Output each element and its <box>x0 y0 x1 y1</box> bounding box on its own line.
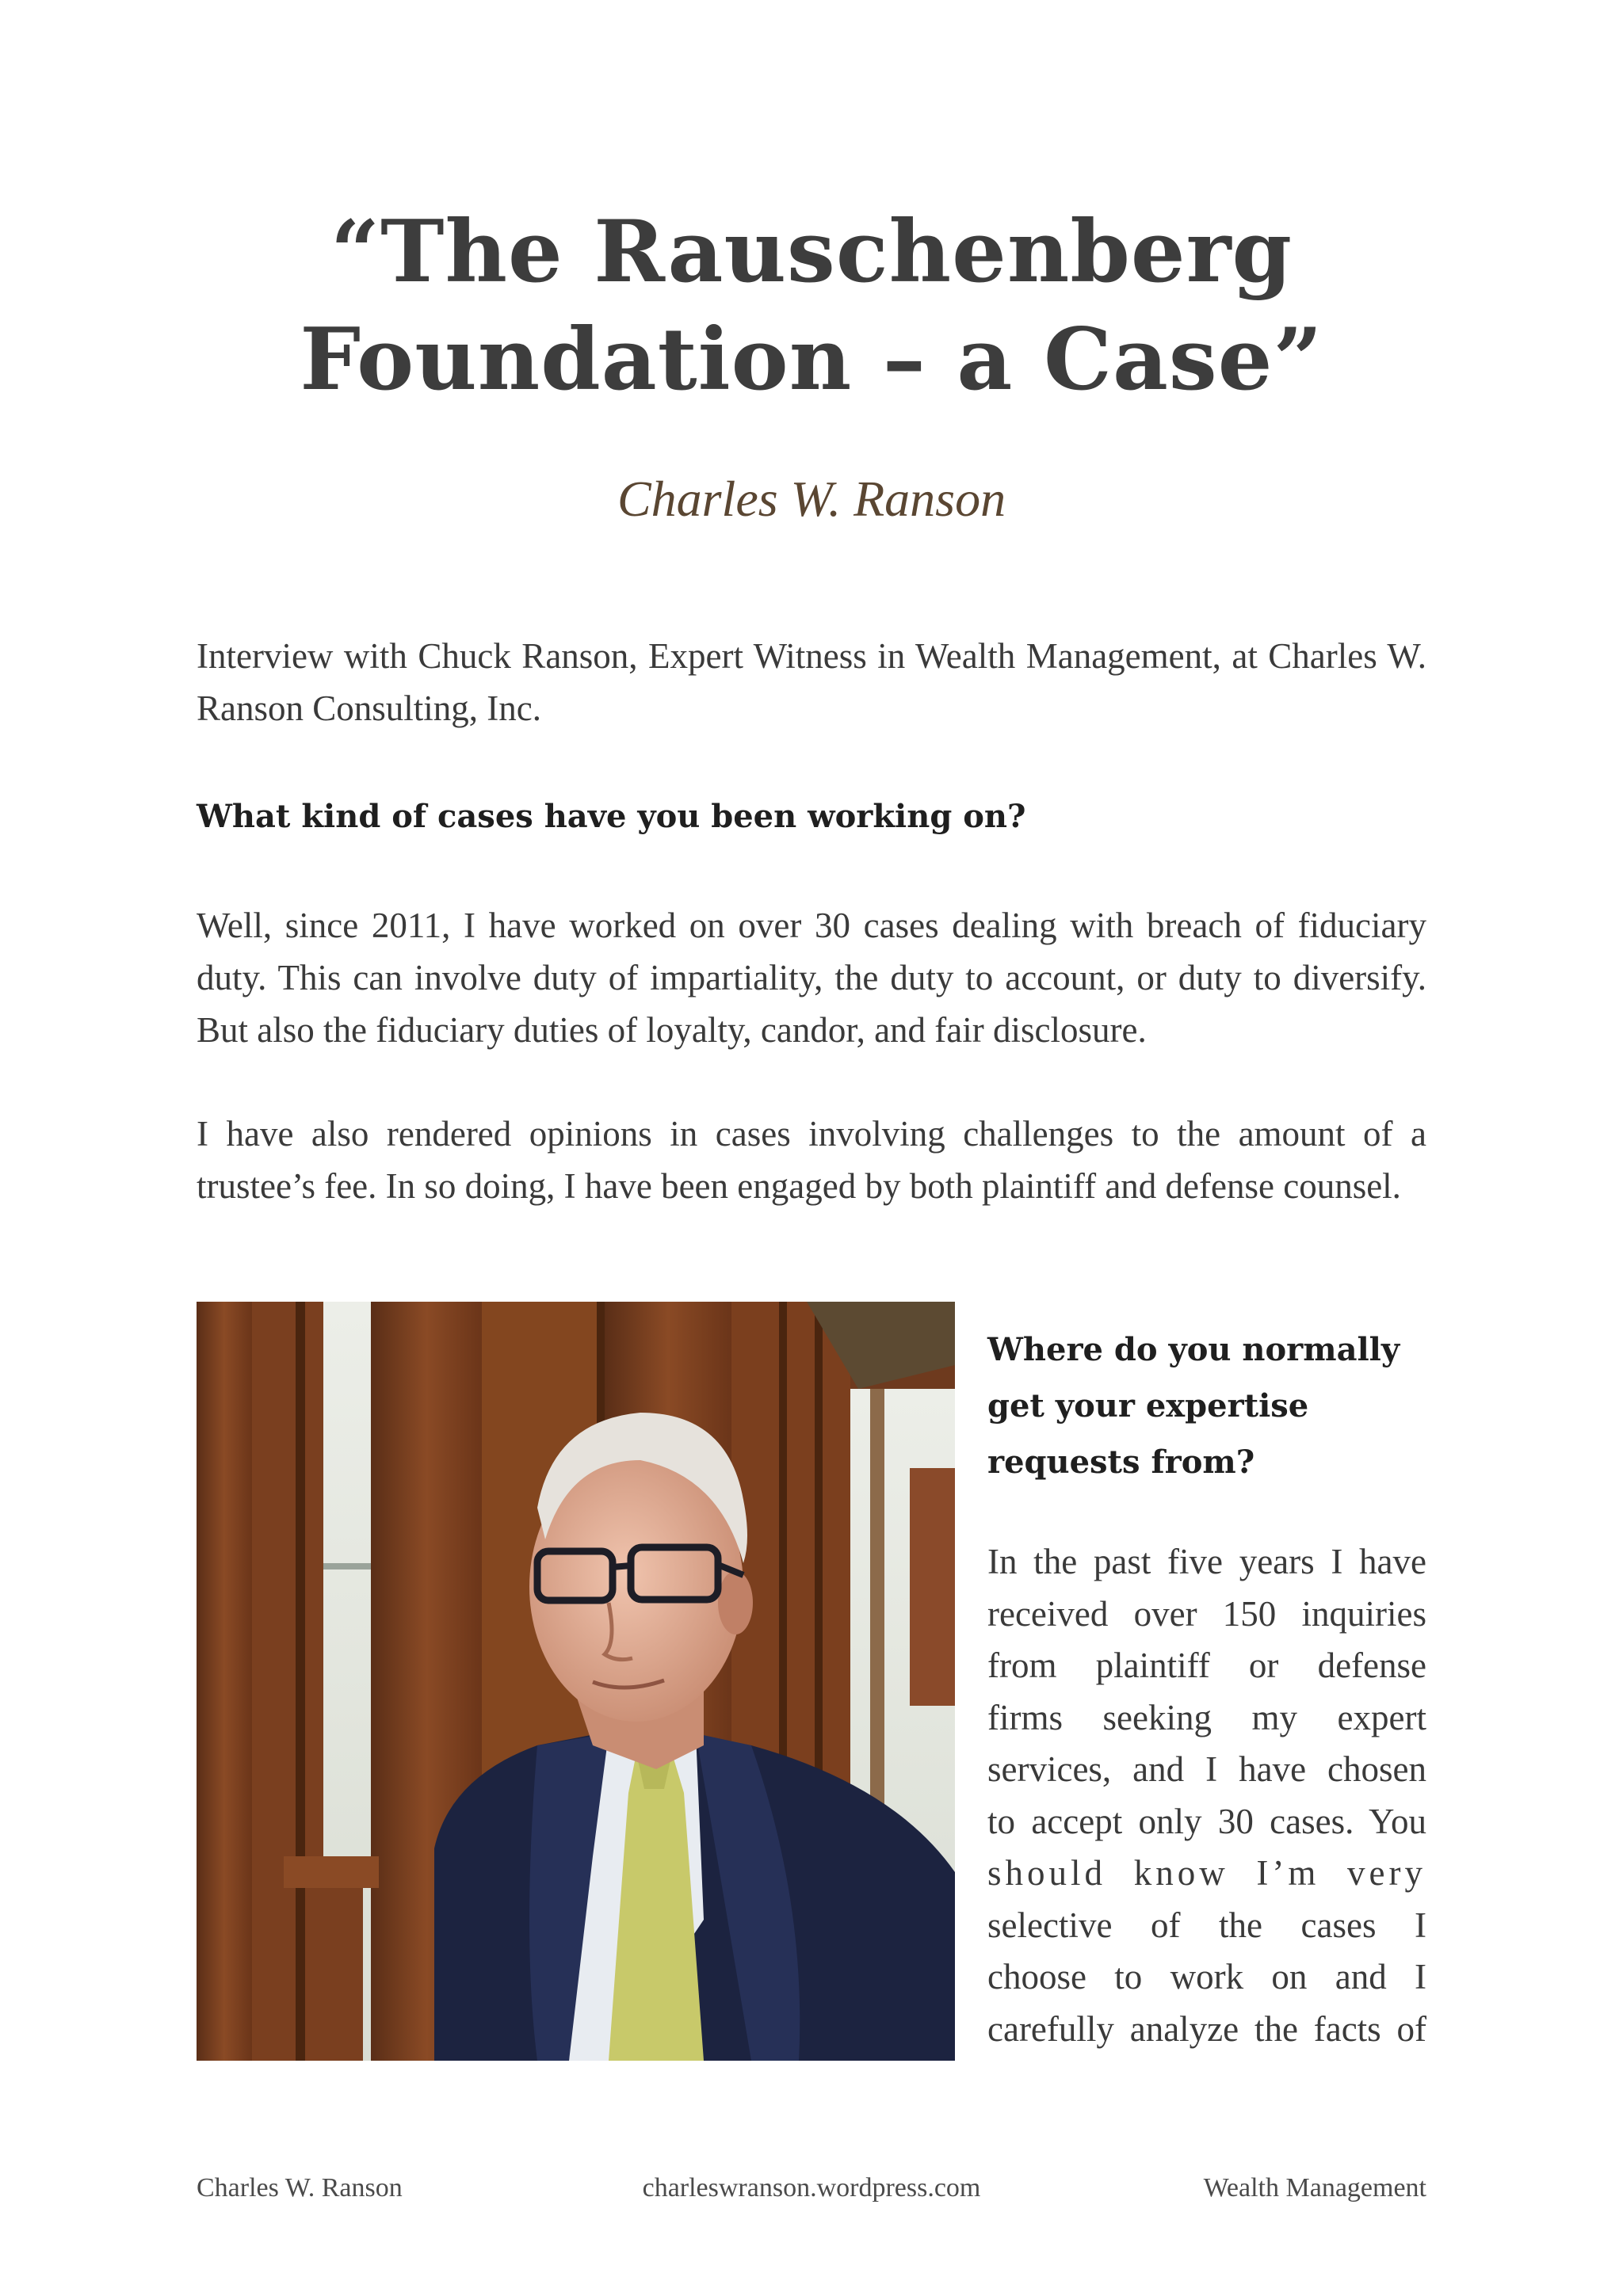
answer-2-line: In the past five years I have <box>987 1542 1426 1581</box>
answer-2-line: firms seeking my expert <box>987 1697 1426 1737</box>
answer-expertise-requests <box>987 1536 1426 2055</box>
answer-2-line: carefully analyze the facts of <box>987 2008 1426 2049</box>
portrait-illustration <box>197 1302 955 2061</box>
answer-2-line: services, and I have chosen <box>987 1749 1426 1789</box>
answer-2-line: should know I’m very <box>987 1853 1426 1893</box>
answer-2-line: selective of the cases I <box>987 1905 1426 1945</box>
article-title <box>197 198 1426 414</box>
portrait-photo <box>197 1302 955 2061</box>
question-2-line-2: get your expertise <box>987 1387 1309 1425</box>
question-2-line-1: Where do you normally <box>987 1331 1400 1368</box>
footer-author: Charles W. Ranson <box>197 2173 403 2203</box>
footer-topic: Wealth Management <box>1203 2173 1426 2203</box>
intro-paragraph: Interview with Chuck Ranson, Expert Witness in Wealth Management, at Charles W. Ranson Consulting, Inc. <box>197 636 1426 728</box>
question-expertise-requests <box>987 1322 1426 1490</box>
author-byline: Charles W. Ranson <box>617 471 1006 527</box>
answer-2-line: received over 150 inquiries <box>987 1593 1426 1634</box>
answer-2-line: choose to work on and I <box>987 1957 1426 1997</box>
answer-cases-paragraph-2: I have also rendered opinions in cases involving challenges to the amount of a trustee’s fee. In so doing, I have been engaged by both plaintiff and defense counsel. <box>197 1114 1426 1206</box>
answer-cases-paragraph-1: Well, since 2011, I have worked on over 30 cases dealing with breach of fiduciary duty. This can involve duty of impartiality, the duty to account, or duty to diversify. But also the fiduciary duties of loyalty, candor, and fair disclosure. <box>197 906 1426 1050</box>
answer-2-line: from plaintiff or defense <box>987 1646 1426 1685</box>
footer-website: charleswranson.wordpress.com <box>642 2173 981 2203</box>
question-2-line-3: requests from? <box>987 1444 1255 1481</box>
title-line-2: Foundation – a Case” <box>300 310 1323 410</box>
title-line-1: “The Rauschenberg <box>330 202 1293 302</box>
page-footer <box>197 2172 1426 2204</box>
question-cases: What kind of cases have you been working on? <box>197 798 1026 835</box>
answer-2-line: to accept only 30 cases. You <box>987 1801 1426 1841</box>
